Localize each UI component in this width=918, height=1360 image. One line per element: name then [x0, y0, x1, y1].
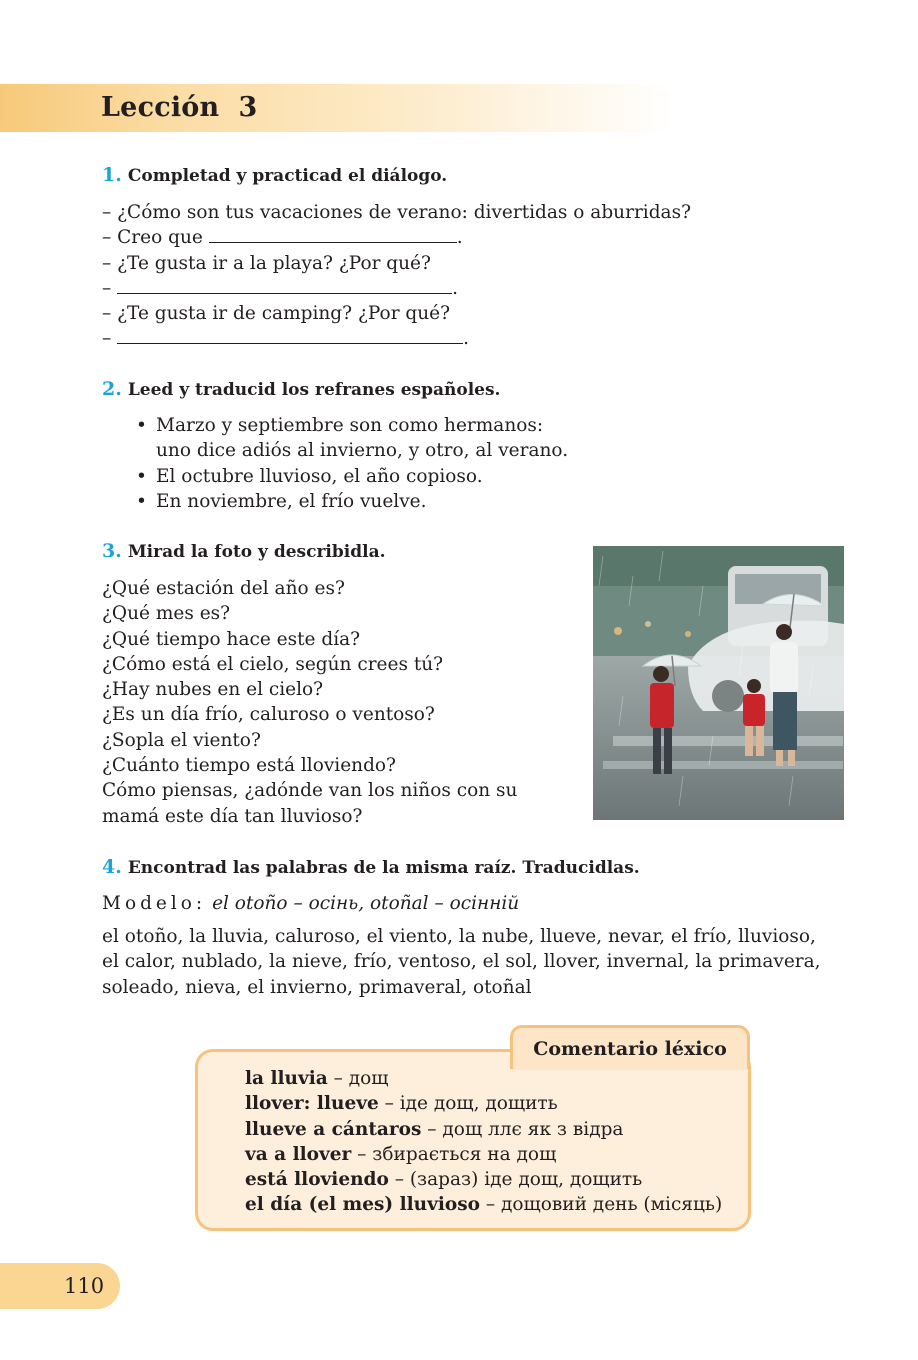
exercise-3-heading — [102, 540, 386, 562]
exercise-4-title: Encontrad las palabras de la misma raíz. Traducidlas. — [127, 858, 640, 878]
exercise-3-title: Mirad la foto y describidla. — [127, 542, 386, 562]
rainy-day-photo — [593, 546, 844, 820]
exercise-1-dialogue — [102, 200, 691, 352]
dialogue-line: – Creo que . — [102, 227, 463, 249]
exercise-3-questions — [102, 576, 517, 829]
dialogue-line: – ¿Cómo son tus vacaciones de verano: divertidas o aburridas? — [102, 202, 691, 223]
vocabulary-translation: – іде дощ, дощить — [378, 1093, 558, 1115]
vocabulary-translation: – дощ — [327, 1068, 389, 1089]
exercise-4-heading — [102, 856, 640, 878]
vocabulary-term: llover: llueve — [245, 1093, 379, 1115]
question-line: ¿Cómo está el cielo, según crees tú? — [102, 653, 444, 675]
vocabulary-translation: – збирається на дощ — [351, 1143, 557, 1165]
answer-blank — [209, 225, 457, 243]
answer-blank — [117, 326, 463, 344]
dialogue-line: – . — [102, 328, 470, 350]
word-list-line: el calor, nublado, la nieve, frío, ventoso, el sol, llover, invernal, la primavera, — [102, 951, 821, 973]
proverbs-list — [136, 413, 568, 514]
answer-blank — [117, 276, 452, 294]
question-line: Cómo piensas, ¿adónde van los niños con su — [102, 780, 518, 802]
vocabulary-term: está lloviendo — [245, 1169, 389, 1191]
lesson-title: Lección 3 — [101, 92, 258, 123]
vocabulary-term: la lluvia — [245, 1068, 328, 1089]
question-line: ¿Qué estación del año es? — [102, 578, 345, 599]
proverb-item: • El octubre lluvioso, el año copioso. — [136, 464, 568, 489]
vocabulary-item — [245, 1192, 722, 1217]
question-line: ¿Hay nubes en el cielo? — [102, 679, 324, 701]
proverb-item: • En noviembre, el frío vuelve. — [136, 489, 568, 514]
word-list — [102, 924, 846, 1000]
exercise-3-number: 3. — [102, 540, 122, 562]
exercise-2-heading — [102, 378, 500, 400]
exercise-1-heading — [102, 164, 447, 186]
exercise-2-title: Leed y traducid los refranes españoles. — [127, 380, 501, 400]
question-line: ¿Qué tiempo hace este día? — [102, 628, 361, 650]
vocabulary-translation: – дощовий день (місяць) — [479, 1194, 723, 1216]
vocabulary-title: Comentario léxico — [510, 1025, 750, 1069]
vocabulary-item — [245, 1117, 722, 1142]
rainy-day-photo-illustration — [593, 546, 844, 820]
question-line: ¿Qué mes es? — [102, 603, 231, 625]
vocabulary-term: el día (el mes) lluvioso — [245, 1194, 480, 1216]
word-list-line: el otoño, la lluvia, caluroso, el viento, la nube, llueve, nevar, el frío, lluvioso, — [102, 926, 816, 947]
question-line: ¿Sopla el viento? — [102, 729, 261, 751]
exercise-1-number: 1. — [102, 164, 122, 186]
dialogue-line: – ¿Te gusta ir de camping? ¿Por qué? — [102, 303, 451, 325]
page-number: 110 — [64, 1274, 105, 1298]
question-line: ¿Cuánto tiempo está lloviendo? — [102, 755, 396, 777]
question-line: mamá este día tan lluvioso? — [102, 805, 363, 827]
proverb-item: • Marzo y septiembre son como hermanos: uno dice adiós al invierno, y otro, al verano. — [136, 413, 568, 464]
vocabulary-translation: – дощ ллє як з відра — [421, 1118, 624, 1140]
exercise-4-number: 4. — [102, 856, 122, 878]
model-text: el otoño – осінь, otoñal – осінній — [212, 893, 520, 914]
vocabulary-item — [245, 1066, 722, 1091]
vocabulary-term: llueve a cántaros — [245, 1118, 422, 1140]
word-list-line: soleado, nieva, el invierno, primaveral, otoñal — [102, 976, 532, 998]
vocabulary-item — [245, 1091, 722, 1116]
exercise-2-number: 2. — [102, 378, 122, 400]
vocabulary-item — [245, 1167, 722, 1192]
vocabulary-list — [245, 1066, 722, 1218]
vocabulary-term: va a llover — [245, 1143, 352, 1165]
question-line: ¿Es un día frío, caluroso o ventoso? — [102, 704, 435, 726]
vocabulary-translation: – (зараз) іде дощ, дощить — [388, 1169, 643, 1191]
exercise-1-title: Completad y practicad el diálogo. — [127, 166, 448, 186]
dialogue-line: – . — [102, 277, 459, 299]
model-label: Modelo: — [102, 893, 207, 914]
vocabulary-item — [245, 1142, 722, 1167]
dialogue-line: – ¿Te gusta ir a la playa? ¿Por qué? — [102, 252, 431, 274]
model-example — [102, 893, 519, 914]
